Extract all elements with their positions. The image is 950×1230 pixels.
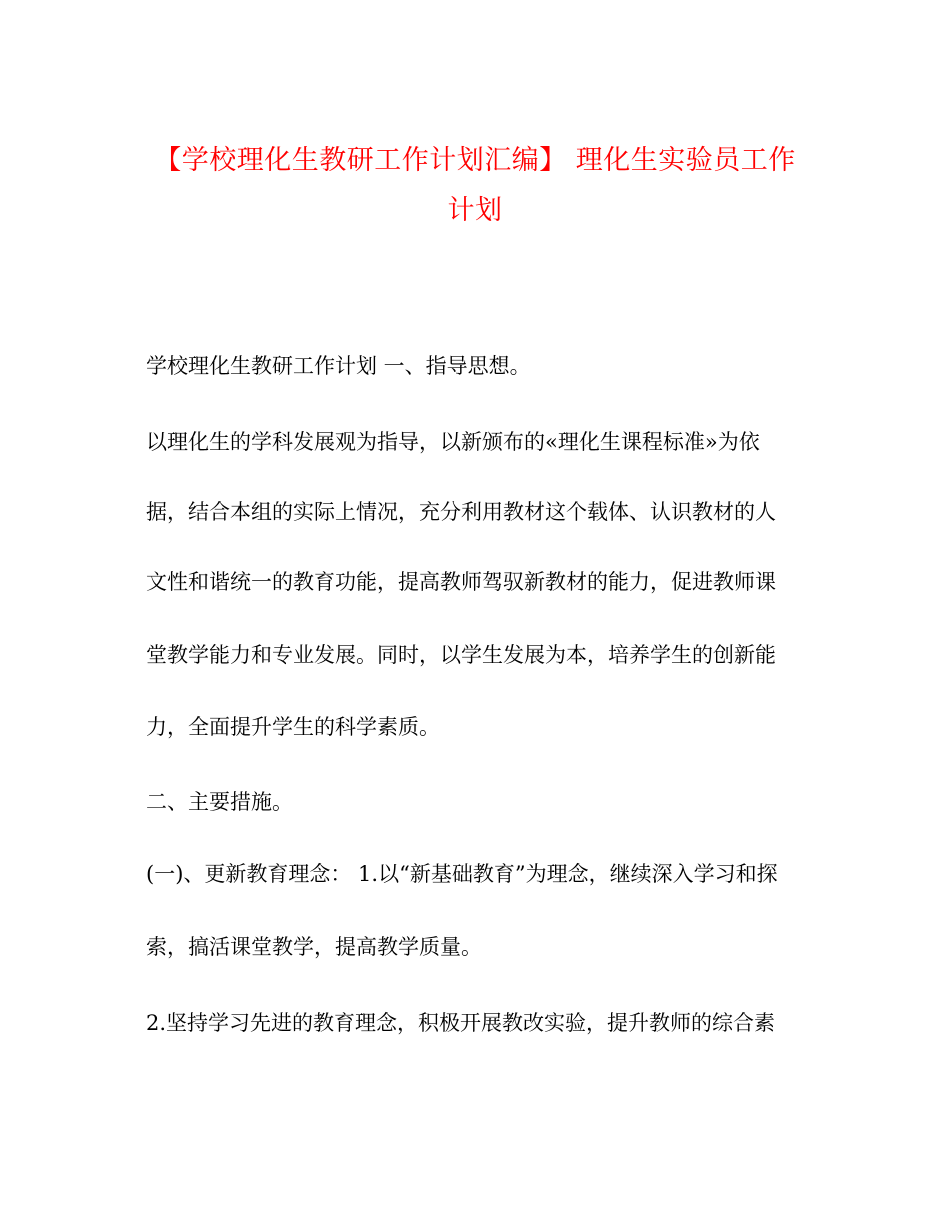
body-line: 学校理化生教研工作计划 一、指导思想。 xyxy=(146,354,531,378)
document-title-line-1: 【学校理化生教研工作计划汇编】 理化生实验员工作 xyxy=(154,145,796,176)
body-line: 2.坚持学习先进的教育理念，积极开展教改实验，提升教师的综合素 xyxy=(146,1011,776,1035)
body-line: 索，搞活课堂教学，提高教学质量。 xyxy=(146,935,482,959)
body-line: 二、主要措施。 xyxy=(146,790,293,814)
body-line: 文性和谐统一的教育功能，提高教师驾驭新教材的能力，促进教师课 xyxy=(146,570,776,594)
body-line: (一)、更新教育理念： 1.以“新基础教育”为理念，继续深入学习和探 xyxy=(146,862,778,886)
body-line: 以理化生的学科发展观为指导，以新颁布的«理化生课程标准»为依 xyxy=(146,430,760,454)
body-line: 据，结合本组的实际上情况，充分利用教材这个载体、认识教材的人 xyxy=(146,500,776,524)
body-line: 力，全面提升学生的科学素质。 xyxy=(146,715,440,739)
body-line: 堂教学能力和专业发展。同时，以学生发展为本，培养学生的创新能 xyxy=(146,643,776,667)
document-title-line-2: 计划 xyxy=(447,195,503,226)
